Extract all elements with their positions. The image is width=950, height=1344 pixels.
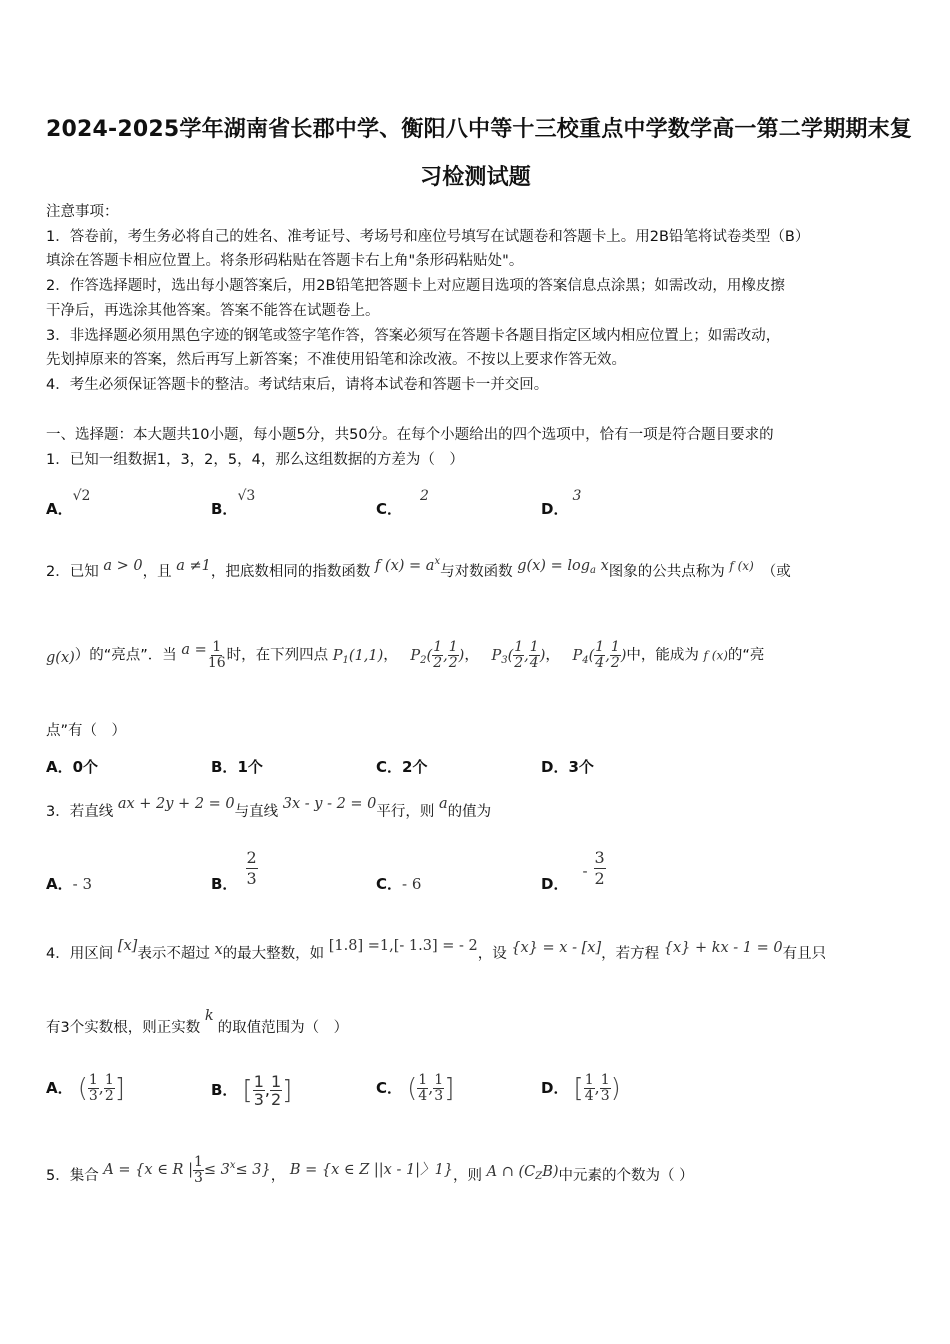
math: a > 0: [103, 558, 143, 574]
math: [487, 1164, 559, 1180]
option-label: C．: [376, 758, 403, 776]
math: [375, 558, 440, 574]
text: ）的“亮点”．当: [74, 647, 177, 664]
denominator: 4: [584, 1088, 594, 1104]
denominator: 2: [270, 1090, 282, 1109]
numerator: 1: [448, 639, 458, 655]
question-4-line-2: [46, 1008, 349, 1040]
math-sub: 1: [342, 654, 349, 666]
q3-option-b[interactable]: [211, 848, 258, 893]
math: f (x): [703, 648, 728, 663]
q3-option-a[interactable]: [46, 873, 92, 894]
numerator: 1: [595, 639, 605, 655]
option-label: C．: [376, 875, 403, 893]
option-label: A．: [46, 1079, 73, 1097]
denominator: 3: [88, 1088, 98, 1104]
option-label: B．: [211, 875, 238, 893]
bracket-left: [: [573, 1073, 584, 1104]
numerator: 1: [193, 1153, 203, 1170]
text: 中元素的个数为（ ）: [558, 1168, 694, 1184]
question-4-line-1: [46, 938, 827, 966]
math: x: [214, 942, 223, 958]
text: 的取值范围为（ ）: [217, 1020, 349, 1036]
point-p4: $P_4$( $\frac{1}{4}$ , $\frac{1}{2}$ ): [572, 639, 627, 671]
math: 3x - y - 2 = 0: [282, 796, 377, 812]
q4-option-a[interactable]: [46, 1073, 125, 1104]
math: ax + 2y + 2 = 0: [117, 796, 235, 812]
math: g(x): [46, 649, 75, 666]
text: 用区间: [69, 946, 114, 962]
option-label: D．: [541, 758, 569, 776]
option-label: C．: [376, 1079, 403, 1097]
math-part: ≤ 3}: [235, 1162, 271, 1178]
numerator: 1: [434, 1072, 444, 1088]
fraction: [88, 1073, 99, 1104]
text: 时，在下列四点: [226, 647, 329, 664]
math-part: (1,1): [348, 647, 384, 664]
math-sup: x: [229, 1160, 236, 1171]
fraction: [193, 1155, 204, 1186]
set-a: [103, 1153, 271, 1186]
math: {x} + kx - 1 = 0: [663, 940, 783, 956]
denominator: 4: [529, 655, 539, 671]
bracket-left: [: [242, 1075, 253, 1106]
minus-sign: -: [582, 862, 588, 880]
question-number: 3．: [46, 804, 70, 820]
option-label: A．: [46, 875, 73, 893]
numerator: 1: [584, 1072, 594, 1088]
text: ，: [270, 1168, 286, 1184]
option-label: D．: [541, 500, 569, 518]
text: 集合: [69, 1168, 99, 1184]
text: 有3个实数根，则正实数: [46, 1020, 201, 1036]
text: 有且只: [782, 946, 827, 962]
numerator: 3: [594, 848, 605, 867]
text: 若直线: [69, 804, 114, 820]
numerator: 1: [610, 639, 620, 655]
math: a ≠1: [176, 558, 211, 574]
fraction: [417, 1073, 428, 1104]
text: ，则: [453, 1168, 483, 1184]
math-part: P: [572, 647, 583, 664]
q1-option-c[interactable]: [376, 484, 429, 518]
option-value: √2: [72, 488, 91, 504]
text: 的最大整数，如: [222, 946, 325, 962]
option-value: - 6: [402, 875, 422, 893]
title-line-1: 2024-2025学年湖南省长郡中学、衡阳八中等十三校重点中学数学高一第二学期期末复: [46, 117, 912, 142]
text: 与对数函数: [440, 564, 513, 580]
q1-option-d[interactable]: [541, 484, 582, 518]
notice-line: 2．作答选择题时，选出每小题答案后，用2B铅笔把答题卡上对应题目选项的答案信息点涂黑；如需改动，用橡皮擦: [46, 278, 785, 294]
fraction: [513, 640, 524, 671]
point-p1: [333, 648, 384, 664]
math-sub: 4: [582, 654, 589, 666]
q3-option-c[interactable]: [376, 873, 421, 894]
fraction: [600, 1073, 611, 1104]
numerator: 1: [514, 639, 524, 655]
notice-line: 3．非选择题必须用黑色字迹的钢笔或签字笔作答，答案必须写在答题卡各题目指定区域内相应位置上；如需改动，: [46, 328, 781, 344]
math-part: P: [332, 647, 343, 664]
question-number: 1．: [46, 452, 70, 468]
denominator: 2: [594, 869, 605, 888]
fraction: [253, 1073, 265, 1108]
bracket-left: (: [77, 1073, 88, 1104]
q2-option-b[interactable]: [211, 756, 263, 777]
denominator: 16: [207, 655, 226, 671]
fraction: [433, 1073, 444, 1104]
option-value: 2: [420, 488, 429, 504]
q1-option-b[interactable]: [211, 484, 256, 518]
notice-line: 先划掉原来的答案，然后再写上新答案；不准使用铅笔和涂改液。不按以上要求作答无效。: [46, 352, 626, 368]
math-part: A = {x ∈ R |: [103, 1162, 193, 1178]
notice-heading: 注意事项：: [46, 204, 119, 220]
title-line-2: 习检测试题: [420, 165, 532, 190]
option-value: 3: [572, 488, 582, 504]
option-value: 0个: [72, 758, 99, 776]
point-p3: $P_3$( $\frac{1}{2}$ , $\frac{1}{4}$ ): [491, 639, 546, 671]
math: a =: [181, 641, 207, 658]
text: 已知: [69, 564, 99, 580]
math-sub: Z: [535, 1171, 543, 1182]
math: [x]: [117, 938, 138, 954]
text: ，若方程: [601, 946, 660, 962]
math-part: g(x) = log: [517, 558, 590, 574]
question-2-line-3: 点”有（ ）: [46, 723, 127, 739]
option-label: B．: [211, 500, 238, 518]
numerator: 1: [418, 1072, 428, 1088]
fraction: [104, 1073, 115, 1104]
denominator: 3: [600, 1088, 610, 1104]
q1-option-a[interactable]: [46, 484, 91, 518]
text: 图象的公共点称为: [608, 564, 725, 580]
math-part: P: [491, 647, 502, 664]
text: 平行，则: [376, 804, 435, 820]
denominator: 2: [610, 655, 620, 671]
q4-option-b[interactable]: [211, 1073, 292, 1108]
text: （或: [761, 564, 791, 580]
fraction: [245, 848, 257, 889]
option-label: B．: [211, 758, 238, 776]
text: 中，能成为: [626, 647, 699, 664]
denominator: 4: [595, 655, 605, 671]
numerator: 1: [270, 1072, 282, 1091]
q3-option-d[interactable]: [541, 848, 606, 893]
option-value: 3个: [568, 758, 594, 776]
notice-line: 干净后，再选涂其他答案。答案不能答在试题卷上。: [46, 303, 380, 319]
text: ，且: [142, 564, 172, 580]
q2-option-a[interactable]: [46, 756, 98, 777]
option-label: A．: [46, 758, 73, 776]
q2-option-d[interactable]: [541, 756, 594, 777]
denominator: 2: [448, 655, 458, 671]
math-sub: a: [589, 565, 596, 576]
question-2-line-2: g(x)）的“亮点”．当 a = $\frac{1}{16}$ 时，在下列四点 $P_1(1,1)$， $P_2$( $\frac{1}{2}$ , $\frac{1}{2}$ )， $P_3$( $\frac{1}{2}$ , $\frac{1}{4}$ )， $P_4$( $\frac{1}{4}$ , $\frac{1}{2}$ )中，能成为 f (x)的“亮: [46, 639, 765, 671]
denominator: 3: [253, 1090, 264, 1109]
fraction: [207, 640, 227, 671]
section-heading: 一、选择题：本大题共10小题，每小题5分，共50分。在每个小题给出的四个选项中，恰有一项是符合题目要求的: [46, 427, 774, 443]
math: f (x): [729, 559, 754, 573]
math-sub: 2: [420, 654, 427, 666]
bracket-right: ]: [444, 1073, 455, 1104]
fraction: [594, 640, 605, 671]
math: [1.8] =1,[- 1.3] = - 2: [328, 938, 478, 954]
fraction: [610, 640, 621, 671]
denominator: 2: [104, 1088, 114, 1104]
option-value: 1个: [237, 758, 263, 776]
denominator: 3: [193, 1169, 203, 1186]
question-number: 4．: [46, 946, 70, 962]
question-3: [46, 796, 492, 824]
fraction: [584, 1073, 595, 1104]
numerator: 1: [529, 639, 539, 655]
text: ，把底数相同的指数函数: [210, 564, 371, 580]
numerator: 2: [246, 848, 257, 867]
bracket-right: ]: [114, 1073, 125, 1104]
fraction: [594, 848, 606, 889]
fraction: [432, 640, 443, 671]
option-label: A．: [46, 500, 73, 518]
denominator: 2: [433, 655, 443, 671]
math-part: P: [410, 647, 421, 664]
denominator: 2: [514, 655, 524, 671]
numerator: 1: [212, 639, 222, 655]
denominator: 3: [246, 869, 257, 888]
numerator: 1: [104, 1072, 114, 1088]
point-p2: $P_2$( $\frac{1}{2}$ , $\frac{1}{2}$ ): [410, 639, 465, 671]
question-1: [46, 448, 464, 472]
set-b: B = {x ∈ Z ||x - 1|〉1}: [289, 1162, 454, 1178]
option-value: √3: [237, 488, 256, 504]
comma: ,: [98, 1078, 104, 1097]
text: 与直线: [234, 804, 279, 820]
text: ，设: [477, 946, 507, 962]
question-number: 5．: [46, 1168, 70, 1184]
numerator: 1: [600, 1072, 610, 1088]
math: k: [204, 1008, 214, 1024]
math-part: B): [542, 1164, 559, 1180]
fraction: [529, 640, 540, 671]
notice-line: 1．答卷前，考生务必将自己的姓名、准考证号、考场号和座位号填写在试题卷和答题卡上。用2B铅笔将试卷类型（B）: [46, 229, 810, 245]
math-part: ≤ 3: [203, 1162, 230, 1178]
text: 的“亮: [727, 647, 765, 664]
q4-option-d[interactable]: [541, 1073, 621, 1104]
denominator: 3: [434, 1088, 444, 1104]
math: [517, 558, 609, 574]
question-2-line-1: [46, 556, 791, 589]
option-value: - 3: [72, 875, 92, 893]
math-part: x: [600, 558, 609, 574]
comma: ,: [428, 1078, 434, 1097]
numerator: 1: [253, 1072, 264, 1091]
numerator: 1: [433, 639, 443, 655]
question-number: 2．: [46, 564, 70, 580]
comma: ,: [594, 1078, 600, 1097]
notice-line: 填涂在答题卡相应位置上。将条形码粘贴在答题卡右上角"条形码粘贴处"。: [46, 253, 524, 269]
q2-option-c[interactable]: [376, 756, 427, 777]
q4-option-c[interactable]: [376, 1073, 454, 1104]
option-value: 2个: [402, 758, 428, 776]
option-label: D．: [541, 1079, 569, 1097]
math-sup: x: [434, 556, 441, 567]
bracket-right: ): [610, 1073, 621, 1104]
option-label: C．: [376, 500, 403, 518]
notice-line: 4．考生必须保证答题卡的整洁。考试结束后，请将本试卷和答题卡一并交回。: [46, 377, 549, 393]
option-label: D．: [541, 875, 569, 893]
text: 的值为: [447, 804, 492, 820]
question-5: [46, 1153, 694, 1193]
numerator: 1: [88, 1072, 98, 1088]
math: a: [439, 796, 448, 812]
fraction: [270, 1073, 282, 1108]
denominator: 4: [418, 1088, 428, 1104]
math-part: A ∩ (C: [486, 1164, 536, 1180]
question-text: 已知一组数据1，3，2，5，4，那么这组数据的方差为（ ）: [69, 452, 464, 468]
fraction: [448, 640, 459, 671]
text: 表示不超过: [137, 946, 210, 962]
math-sub: 3: [501, 654, 508, 666]
math: {x} = x - [x]: [511, 940, 602, 956]
option-label: B．: [211, 1081, 238, 1099]
bracket-right: ]: [282, 1075, 293, 1106]
comma: ,: [264, 1080, 270, 1099]
math-part: f (x) = a: [374, 558, 435, 574]
bracket-left: (: [407, 1073, 418, 1104]
